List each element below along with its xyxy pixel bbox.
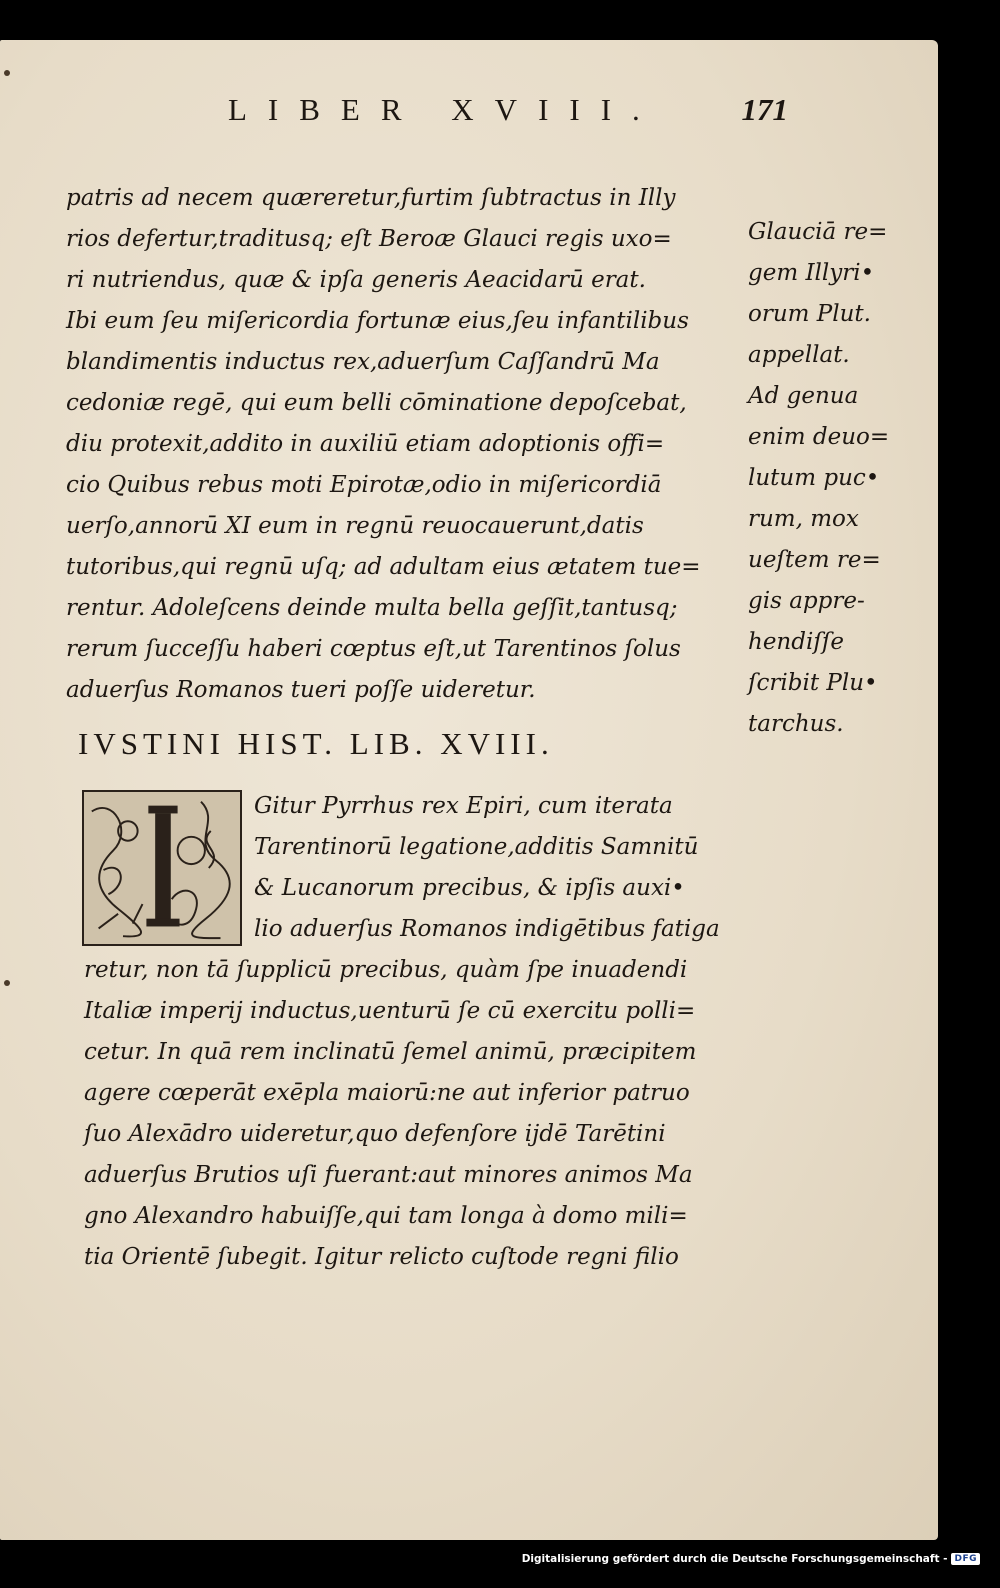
text-line: gno Alexandro habuiſſe,qui tam longa à domo mili= [84, 1203, 688, 1229]
margin-line: appellat. [748, 342, 850, 368]
text-line: ri nutriendus, quæ & ipſa generis Aeacidarū erat. [66, 267, 646, 293]
indented-text-block [254, 786, 754, 950]
margin-line: gem Illyri• [748, 260, 875, 286]
margin-line: Glauciā re= [748, 219, 888, 245]
margin-line: tarchus. [748, 711, 844, 737]
margin-line: orum Plut. [748, 301, 871, 327]
text-line: uerſo,annorū XI eum in regnū reuocauerunt,datis [66, 513, 644, 539]
text-line: retur, non tā ſupplicū precibus, quàm ſpe inuadendi [84, 957, 688, 983]
running-header [228, 92, 788, 136]
funding-credit: Digitalisierung gefördert durch die Deutsche Forschungsgemeinschaft - [521, 1553, 948, 1565]
page-number: 171 [741, 92, 788, 127]
second-text-block [84, 950, 754, 1278]
text-line: patris ad necem quæreretur,furtim ſubtractus in Illy [66, 185, 676, 211]
digitization-footer [522, 1550, 980, 1568]
decorated-initial [82, 790, 242, 946]
margin-line: rum, mox [748, 506, 859, 532]
text-line: blandimentis inductus rex,aduerſum Caſſandrū Ma [66, 349, 660, 375]
text-line: & Lucanorum precibus, & ipſis auxi• [254, 875, 685, 901]
text-line: rios defertur,traditusq; eſt Beroæ Glauci regis uxo= [66, 226, 672, 252]
margin-line: enim deuo= [748, 424, 890, 450]
main-text-block [66, 178, 736, 711]
dfg-logo: DFG [951, 1553, 980, 1565]
text-line: rerum ſucceſſu haberi cœptus eſt,ut Tarentinos ſolus [66, 636, 681, 662]
margin-line: Ad genua [748, 383, 859, 409]
text-line: ſuo Alexādro uideretur,quo defenſore ijdē Tarētini [84, 1121, 666, 1147]
text-line: tutoribus,qui regnū uſq; ad adultam eius ætatem tue= [66, 554, 701, 580]
initial-letter: I [162, 879, 164, 881]
text-line: agere cœperāt exēpla maiorū:ne aut inferior patruo [84, 1080, 690, 1106]
margin-line: ſcribit Plu• [748, 670, 878, 696]
margin-line: gis appre- [748, 588, 865, 614]
text-line: aduerſus Brutios uſi fuerant:aut minores animos Ma [84, 1162, 693, 1188]
text-line: cetur. In quā rem inclinatū ſemel animū, præcipitem [84, 1039, 697, 1065]
section-heading: IVSTINI HIST. LIB. XVIII. [78, 726, 554, 761]
text-line: aduerſus Romanos tueri poſſe uideretur. [66, 677, 536, 703]
text-line: Gitur Pyrrhus rex Epiri, cum iterata [254, 793, 673, 819]
margin-line: lutum puc• [748, 465, 880, 491]
text-line: diu protexit,addito in auxiliū etiam adoptionis offi= [66, 431, 665, 457]
margin-line: ueſtem re= [748, 547, 881, 573]
marginal-note [748, 212, 918, 745]
text-line: lio aduerſus Romanos indigētibus fatiga [254, 916, 720, 942]
text-line: Ibi eum ſeu miſericordia fortunæ eius,ſeu infantilibus [66, 308, 689, 334]
text-line: Tarentinorū legatione,additis Samnitū [254, 834, 699, 860]
running-head: LIBER XVIII. [228, 92, 661, 127]
text-line: cedoniæ regē, qui eum belli cōminatione depoſcebat, [66, 390, 687, 416]
text-line: cio Quibus rebus moti Epirotæ,odio in miſericordiā [66, 472, 662, 498]
text-line: rentur. Adoleſcens deinde multa bella geſſit,tantusq; [66, 595, 678, 621]
page-speck [4, 70, 10, 76]
woodcut-ornament-icon [84, 792, 240, 944]
page-speck [4, 980, 10, 986]
text-line: tia Orientē ſubegit. Igitur relicto cuſtode regni filio [84, 1244, 679, 1270]
margin-line: hendiſſe [748, 629, 844, 655]
text-line: Italiæ imperij inductus,uenturū ſe cū exercitu polli= [84, 998, 696, 1024]
